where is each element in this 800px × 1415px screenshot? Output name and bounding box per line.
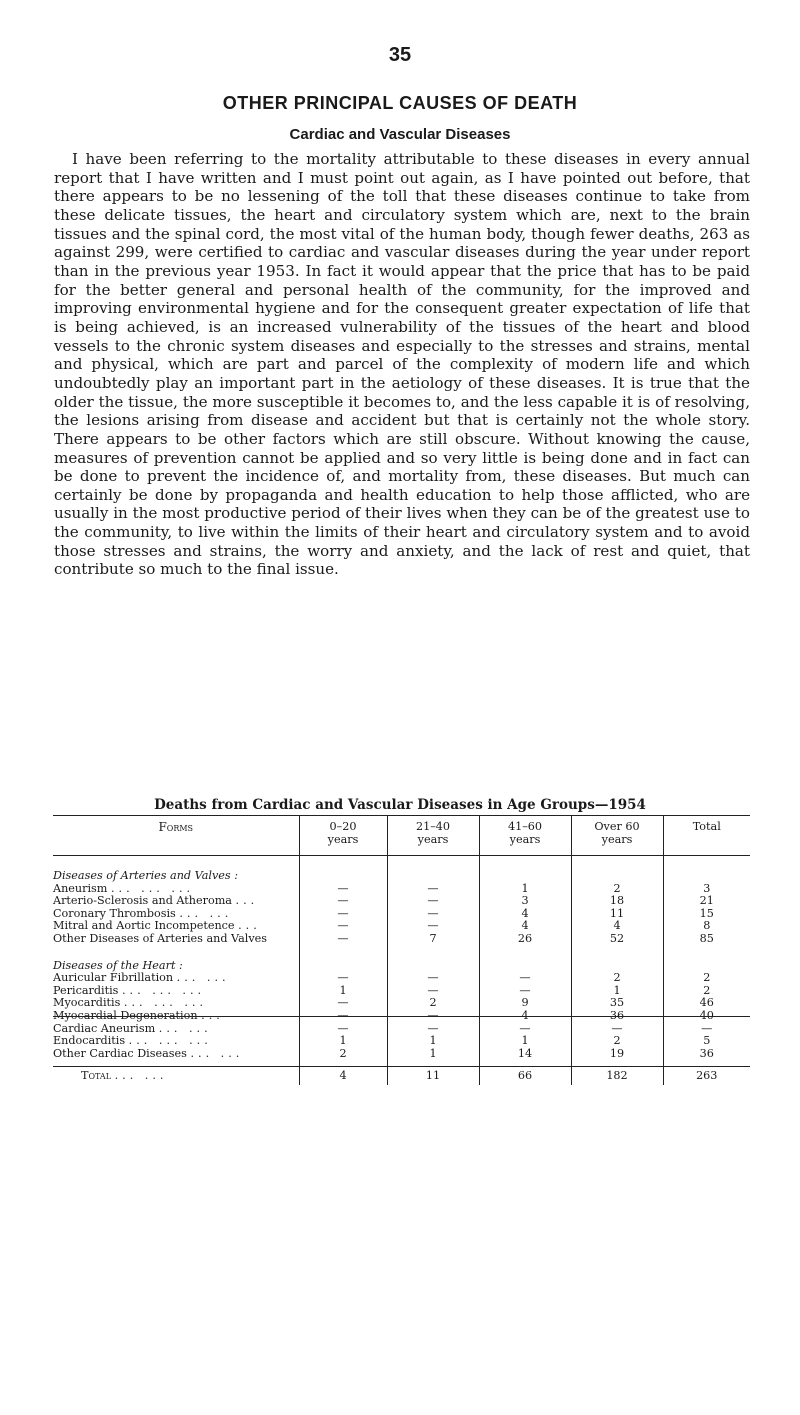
subheading-cardiac-vascular: Cardiac and Vascular Diseases bbox=[289, 126, 511, 143]
table-row: Myocarditis ... ... ... — 2 9 35 46 bbox=[53, 997, 750, 1010]
page-number: 35 bbox=[388, 44, 412, 66]
table-row: Arterio-Sclerosis and Atheroma ... — — 3 18 21 bbox=[53, 895, 750, 908]
cardiac-paragraph bbox=[54, 150, 750, 579]
cardiac-table-caption: Deaths from Cardiac and Vascular Diseases in Age Groups—1954 bbox=[154, 797, 646, 813]
table-row: Other Diseases of Arteries and Valves — 7 26 52 85 bbox=[53, 933, 750, 946]
group-label-row bbox=[53, 856, 750, 883]
table-row: Endocarditis ... ... ... 1 1 1 2 5 bbox=[53, 1035, 750, 1048]
header-total: Total bbox=[663, 816, 750, 856]
table-row: Other Cardiac Diseases ... ... 2 1 14 19 36 bbox=[53, 1048, 750, 1061]
header-41-60: 41–60 years bbox=[479, 816, 571, 856]
table-row: Pericarditis ... ... ... 1 — — 1 2 bbox=[53, 985, 750, 998]
group-label-row bbox=[53, 946, 750, 973]
table-row: Mitral and Aortic Incompetence ... — — 4 4 8 bbox=[53, 920, 750, 933]
group-label-arteries: Diseases of Arteries and Valves : bbox=[53, 869, 238, 882]
cardiac-table-header-row bbox=[53, 816, 750, 856]
total-row: Total ... ... 4 11 66 182 263 bbox=[53, 1067, 750, 1085]
cardiac-table-bottom-rule bbox=[53, 1016, 750, 1017]
table-row: Aneurism ... ... ... — — 1 2 3 bbox=[53, 883, 750, 896]
header-forms: Forms bbox=[53, 816, 299, 856]
table-row: Myocardial Degeneration ... — — 4 36 40 bbox=[53, 1010, 750, 1023]
table-row: Auricular Fibrillation ... ... — — — 2 2 bbox=[53, 972, 750, 985]
table-row: Coronary Thrombosis ... ... — — 4 11 15 bbox=[53, 908, 750, 921]
table-row: Cardiac Aneurism ... ... — — — — — bbox=[53, 1023, 750, 1036]
cardiac-paragraph-text: I have been referring to the mortality attributable to these diseases in every annual report that I have written and I must point out again, as I have pointed out before, that there appears to be no lessening of the toll that these diseases continue to take from these delicate tissues, the heart and circulatory system which are, next to the brain tissues and the spinal cord, the most vital of the human body, though fewer deaths, 263 as against 299, were certified to cardiac and vascular diseases during the year under report than in the previous year 1953. In fact it would appear that the price that has to be paid for the better general and personal health of the community, for the improved and improving environmental hygiene and for the consequent greater expectation of life that is being achieved, is an increased vulnerability of the tissues of the heart and blood vessels to the chronic system diseases and especially to the stresses and strains, mental and physical, which are part and parcel of the complexity of modern life and which undoubtedly play an important part in the aetiology of these diseases. It is true that the older the tissue, the more susceptible it becomes to, and the less capable it is of resolving, the lesions arising from disease and accident but that is certainly not the whole story. There appears to be other factors which are still obscure. Without knowing the cause, measures of prevention cannot be applied and so very little is being done and in fact can be done to prevent the incidence of, and mortality from, these diseases. But much can certainly be done by propaganda and health education to help those afflicted, who are usually in the most productive period of their lives when they can be of the greatest use to the community, to live within the limits of their heart and circulatory system and to avoid those stresses and strains, the worry and anxiety, and the lack of rest and quiet, that contribute so much to the final issue. bbox=[54, 150, 750, 579]
header-21-40: 21–40 years bbox=[387, 816, 479, 856]
header-0-20: 0–20 years bbox=[299, 816, 387, 856]
cardiac-deaths-table bbox=[53, 816, 750, 1085]
group-label-heart: Diseases of the Heart : bbox=[53, 958, 183, 972]
header-over-60: Over 60 years bbox=[571, 816, 663, 856]
section-heading-principal-causes: OTHER PRINCIPAL CAUSES OF DEATH bbox=[222, 93, 578, 113]
